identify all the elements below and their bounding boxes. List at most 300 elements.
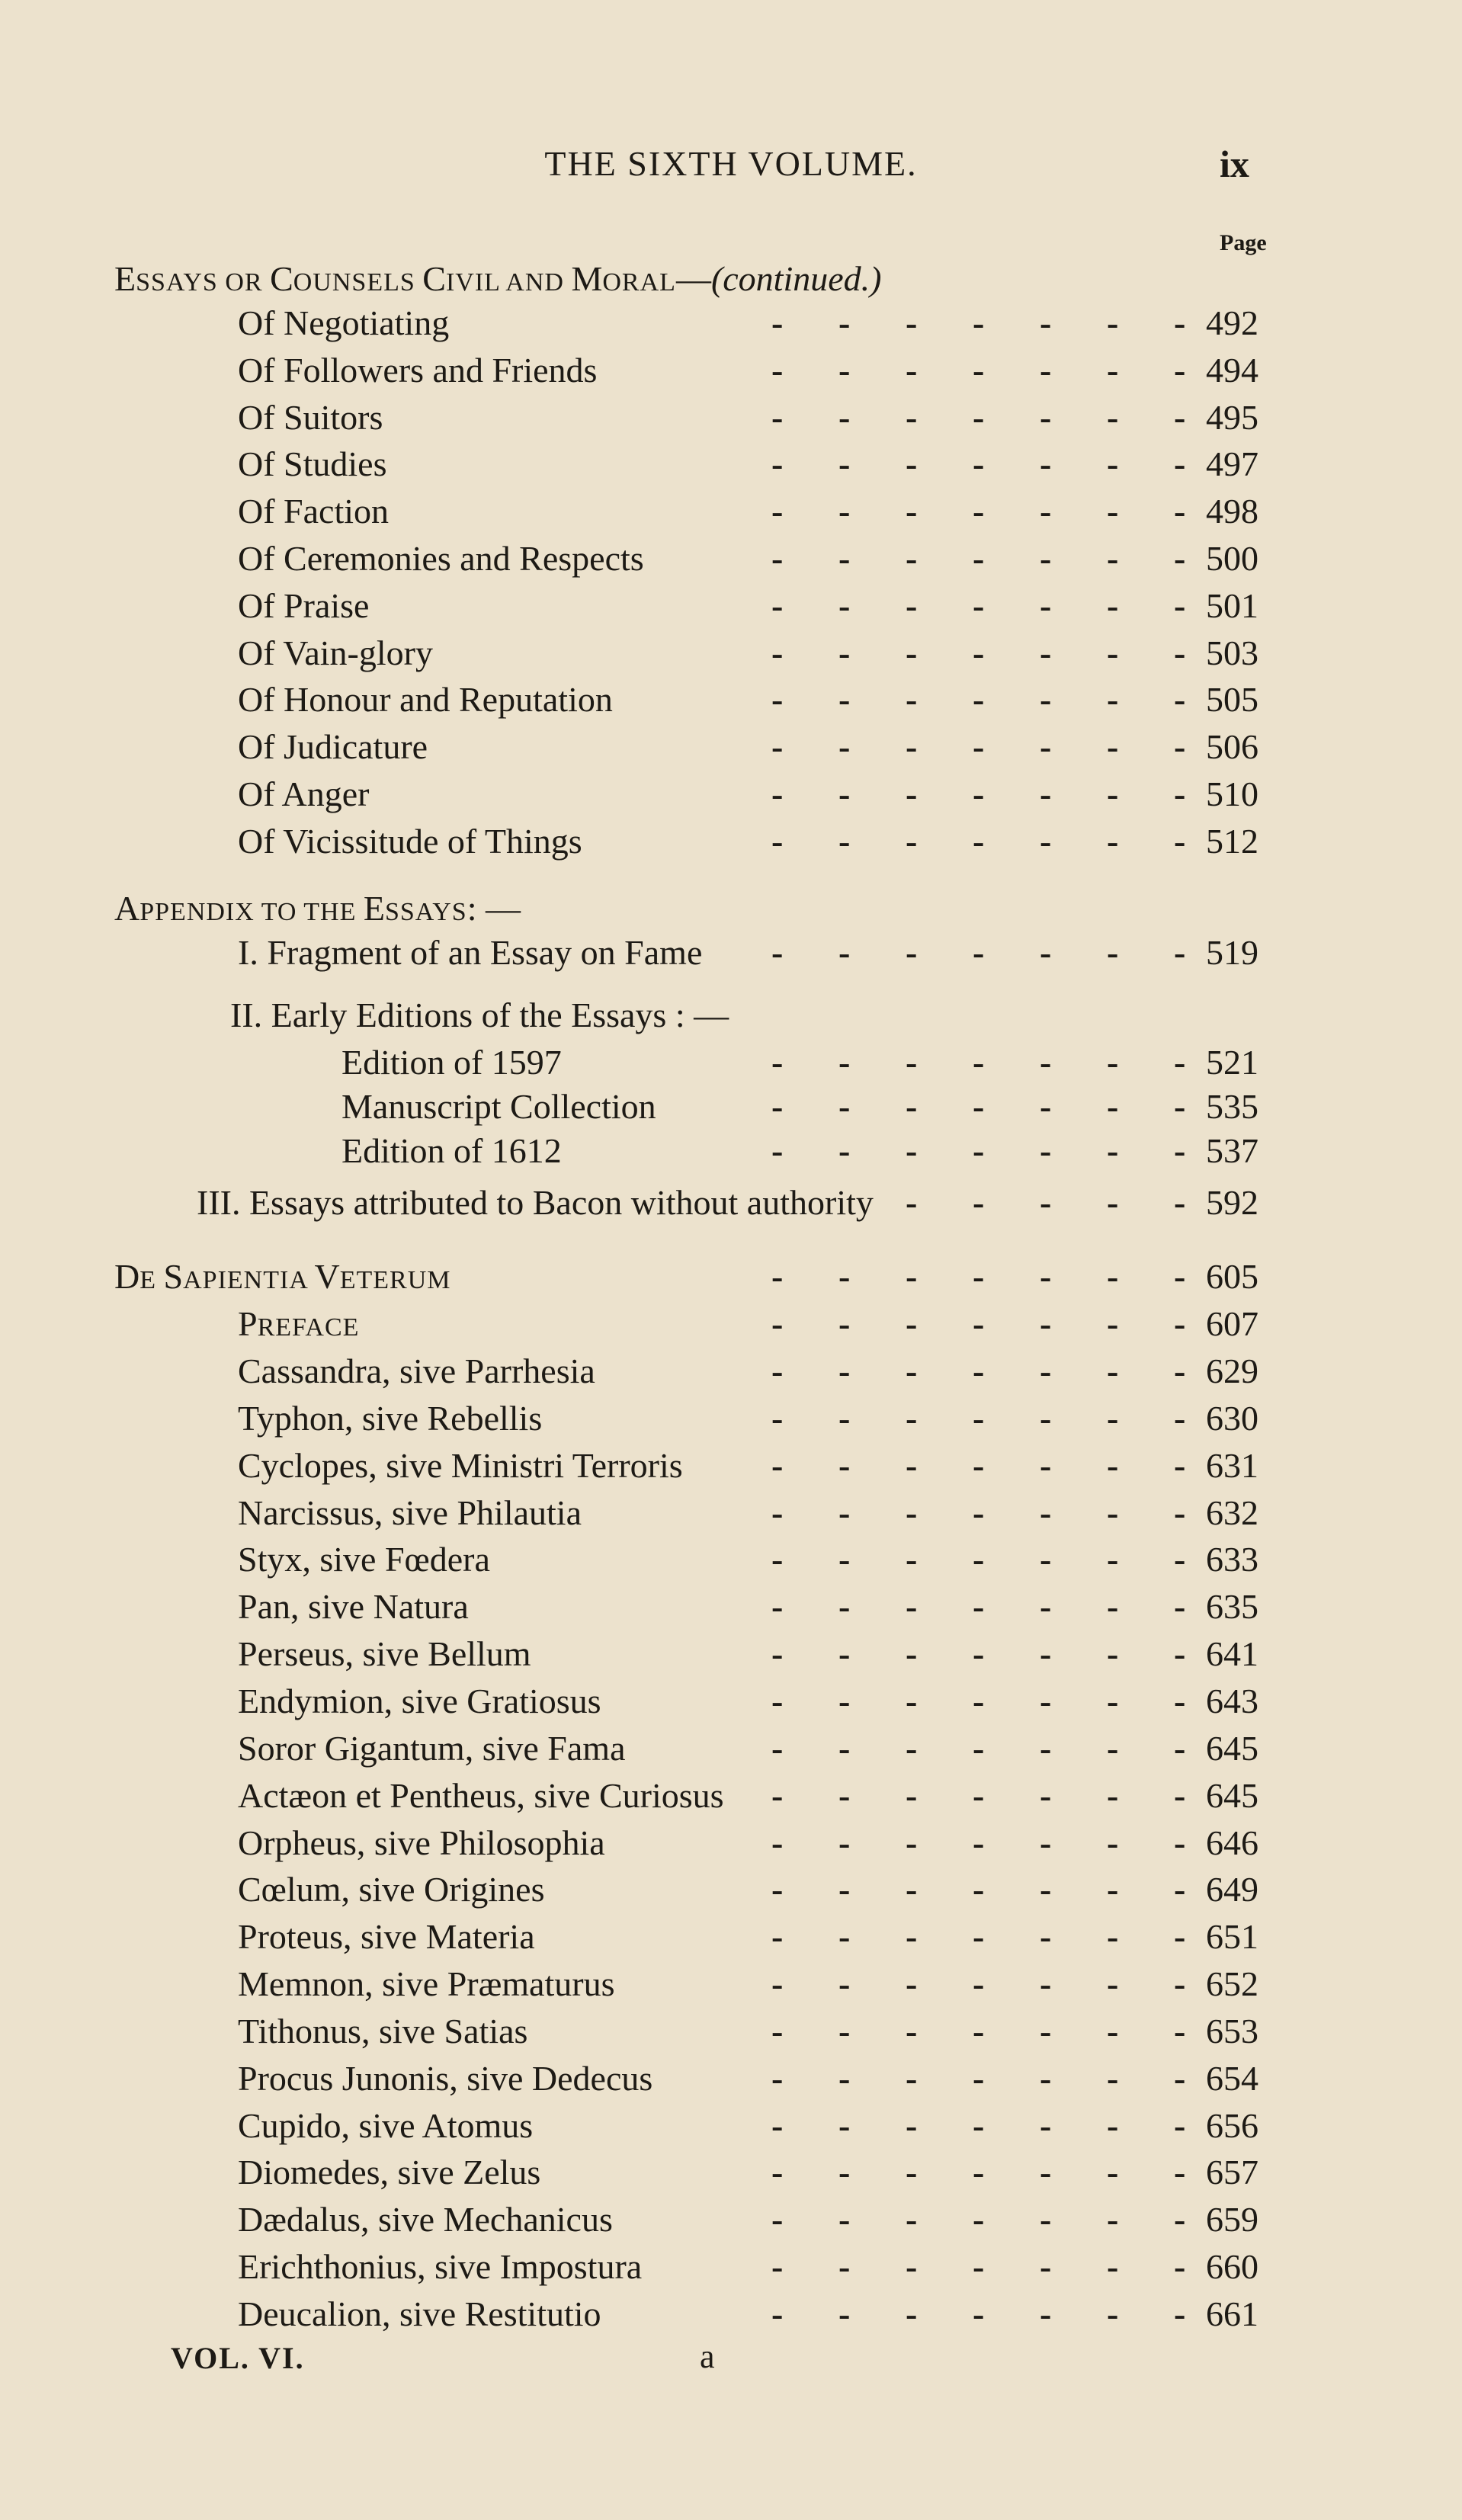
leader-dash: -: [1174, 1492, 1186, 1532]
toc-row: [0, 348, 1462, 393]
leader-dash: -: [838, 2011, 851, 2050]
entry-title: Edition of 1597: [341, 1043, 562, 1082]
page-number: 510: [1206, 774, 1258, 813]
leader-dash: -: [906, 1634, 918, 1674]
leader-dash: -: [1107, 2200, 1119, 2239]
page-number: 659: [1206, 2200, 1258, 2239]
leader-dash: -: [1040, 2058, 1052, 2098]
leader-dash: -: [1174, 1587, 1186, 1627]
leader-dash: -: [973, 1775, 985, 1815]
leader-dash: -: [838, 1964, 851, 2004]
page-number: 501: [1206, 585, 1258, 625]
toc-row: [0, 1490, 1462, 1536]
toc-row: [0, 1914, 1462, 1960]
leader-dash: -: [838, 680, 851, 720]
leader-dash: -: [1040, 1681, 1052, 1720]
leader-dash: -: [1107, 2058, 1119, 2098]
leader-dash: -: [1040, 774, 1052, 813]
leader-dash: -: [973, 492, 985, 531]
leader-dash: -: [1107, 1183, 1119, 1222]
leader-dash: -: [1107, 680, 1119, 720]
leader-dash: -: [838, 1257, 851, 1296]
toc-row: [0, 583, 1462, 629]
leader-dash: -: [973, 680, 985, 720]
leader-dash: -: [906, 1681, 918, 1720]
leader-dash: -: [771, 2058, 784, 2098]
toc-row: [0, 630, 1462, 676]
leader-dash: -: [906, 1540, 918, 1579]
toc-row: [0, 395, 1462, 441]
leader-dash: -: [973, 2200, 985, 2239]
page-number: 495: [1206, 397, 1258, 437]
page-number: 633: [1206, 1540, 1258, 1579]
leader-dash: -: [973, 444, 985, 484]
leader-dash: -: [771, 2153, 784, 2192]
entry-title: Of Praise: [238, 585, 370, 625]
leader-dash: -: [906, 539, 918, 578]
leader-dash: -: [1174, 350, 1186, 390]
leader-dash: -: [973, 350, 985, 390]
toc-row: [0, 1631, 1462, 1677]
leader-dash: -: [771, 303, 784, 342]
leader-dash: -: [1107, 1492, 1119, 1532]
toc-row-de-sapientia: [0, 1254, 1462, 1300]
leader-dash: -: [906, 1917, 918, 1957]
entry-title: Deucalion, sive Restitutio: [238, 2294, 601, 2333]
leader-dash: -: [973, 2011, 985, 2050]
page-number: 537: [1206, 1131, 1258, 1170]
entry-title: Soror Gigantum, sive Fama: [238, 1728, 626, 1768]
page-column-label: Page: [1220, 230, 1267, 255]
leader-dash: -: [973, 633, 985, 672]
toc-row: [0, 1396, 1462, 1441]
leader-dash: -: [1040, 585, 1052, 625]
leader-dash: -: [1107, 1304, 1119, 1343]
leader-dash: -: [771, 1823, 784, 1862]
leader-dash: -: [973, 1183, 985, 1222]
leader-dash: -: [1107, 1587, 1119, 1627]
leader-dash: -: [973, 1634, 985, 1674]
leader-dash: -: [1174, 1043, 1186, 1082]
leader-dash: -: [838, 1540, 851, 1579]
leader-dash: -: [973, 774, 985, 813]
toc-row: [0, 2197, 1462, 2243]
leader-dash: -: [1174, 1681, 1186, 1720]
page-number: 498: [1206, 492, 1258, 531]
leader-dash: -: [1107, 2105, 1119, 2145]
entry-title: Manuscript Collection: [341, 1087, 656, 1126]
leader-dash: -: [1040, 1043, 1052, 1082]
leader-dash: -: [771, 585, 784, 625]
leader-dash: -: [771, 397, 784, 437]
leader-dash: -: [771, 727, 784, 767]
leader-dash: -: [838, 821, 851, 861]
leader-dash: -: [906, 397, 918, 437]
page-number: 635: [1206, 1587, 1258, 1627]
leader-dash: -: [838, 1870, 851, 1909]
leader-dash: -: [771, 1681, 784, 1720]
leader-dash: -: [771, 633, 784, 672]
entry-title: Dædalus, sive Mechanicus: [238, 2200, 613, 2239]
leader-dash: -: [1174, 1131, 1186, 1170]
leader-dash: -: [771, 2200, 784, 2239]
leader-dash: -: [1107, 774, 1119, 813]
leader-dash: -: [973, 1131, 985, 1170]
page-number: 607: [1206, 1304, 1258, 1343]
entry-title: Of Ceremonies and Respects: [238, 539, 644, 578]
entry-title: Of Followers and Friends: [238, 350, 598, 390]
leader-dash: -: [906, 1183, 918, 1222]
toc-row: [0, 1961, 1462, 2007]
leader-dash: -: [838, 1681, 851, 1720]
leader-dash: -: [973, 1870, 985, 1909]
leader-dash: -: [838, 2200, 851, 2239]
toc-row: [0, 300, 1462, 346]
leader-dash: -: [838, 1728, 851, 1768]
toc-row: [0, 1443, 1462, 1489]
page-number: 521: [1206, 1043, 1258, 1082]
leader-dash: -: [906, 492, 918, 531]
leader-dash: -: [838, 633, 851, 672]
leader-dash: -: [771, 1131, 784, 1170]
leader-dash: -: [838, 2105, 851, 2145]
entry-title: Narcissus, sive Philautia: [238, 1492, 582, 1532]
leader-dash: -: [838, 2294, 851, 2333]
leader-dash: -: [973, 2058, 985, 2098]
page-number: 505: [1206, 680, 1258, 720]
leader-dash: -: [1040, 821, 1052, 861]
leader-dash: -: [838, 1823, 851, 1862]
entry-title: Of Judicature: [238, 727, 428, 767]
entry-title: Of Honour and Reputation: [238, 680, 613, 720]
leader-dash: -: [838, 1917, 851, 1957]
leader-dash: -: [1040, 2247, 1052, 2287]
leader-dash: -: [973, 1351, 985, 1390]
entry-title: Of Anger: [238, 774, 370, 813]
leader-dash: -: [1107, 1775, 1119, 1815]
leader-dash: -: [906, 350, 918, 390]
leader-dash: -: [906, 1775, 918, 1815]
leader-dash: -: [906, 2058, 918, 2098]
leader-dash: -: [1107, 1728, 1119, 1768]
page-number: 497: [1206, 444, 1258, 484]
entry-title: Of Negotiating: [238, 303, 450, 342]
page-number: 657: [1206, 2153, 1258, 2192]
leader-dash: -: [1107, 1823, 1119, 1862]
leader-dash: -: [1040, 1728, 1052, 1768]
leader-dash: -: [906, 1351, 918, 1390]
leader-dash: -: [771, 1587, 784, 1627]
leader-dash: -: [1174, 585, 1186, 625]
leader-dash: -: [906, 585, 918, 625]
leader-dash: -: [838, 1043, 851, 1082]
leader-dash: -: [906, 2294, 918, 2333]
leader-dash: -: [906, 1445, 918, 1485]
leader-dash: -: [1174, 397, 1186, 437]
entry-title: Cyclopes, sive Ministri Terroris: [238, 1445, 683, 1485]
page-number: 631: [1206, 1445, 1258, 1485]
leader-dash: -: [1107, 933, 1119, 972]
leader-dash: -: [906, 2200, 918, 2239]
leader-dash: -: [1174, 2105, 1186, 2145]
leader-dash: -: [771, 350, 784, 390]
leader-dash: -: [1107, 2153, 1119, 2192]
leader-dash: -: [771, 2294, 784, 2333]
leader-dash: -: [1040, 1257, 1052, 1296]
leader-dash: -: [771, 444, 784, 484]
page-number: 512: [1206, 821, 1258, 861]
leader-dash: -: [1174, 1183, 1186, 1222]
leader-dash: -: [838, 1587, 851, 1627]
leader-dash: -: [906, 2105, 918, 2145]
toc-row: [0, 2103, 1462, 2149]
toc-row: [0, 1820, 1462, 1866]
leader-dash: -: [1174, 303, 1186, 342]
leader-dash: -: [771, 2247, 784, 2287]
entry-title: III. Essays attributed to Bacon without authority: [197, 1183, 874, 1222]
leader-dash: -: [1174, 1304, 1186, 1343]
leader-dash: -: [1040, 1917, 1052, 1957]
leader-dash: -: [973, 1257, 985, 1296]
leader-dash: -: [973, 1964, 985, 2004]
leader-dash: -: [1174, 774, 1186, 813]
toc-row: [0, 677, 1462, 723]
leader-dash: -: [1107, 1964, 1119, 2004]
page-number: 629: [1206, 1351, 1258, 1390]
page-number: 660: [1206, 2247, 1258, 2287]
page-number: 651: [1206, 1917, 1258, 1957]
page-number: 643: [1206, 1681, 1258, 1720]
toc-row: [0, 771, 1462, 817]
leader-dash: -: [1040, 1823, 1052, 1862]
leader-dash: -: [1040, 1398, 1052, 1438]
leader-dash: -: [1174, 1775, 1186, 1815]
entry-title: Perseus, sive Bellum: [238, 1634, 531, 1674]
leader-dash: -: [1107, 821, 1119, 861]
entry-title: Endymion, sive Gratiosus: [238, 1681, 601, 1720]
leader-dash: -: [1040, 2200, 1052, 2239]
leader-dash: -: [1040, 397, 1052, 437]
entry-title: Of Vain-glory: [238, 633, 433, 672]
leader-dash: -: [838, 1775, 851, 1815]
toc-row: [0, 1867, 1462, 1912]
leader-dash: -: [771, 539, 784, 578]
leader-dash: -: [973, 727, 985, 767]
leader-dash: -: [1107, 1131, 1119, 1170]
leader-dash: -: [771, 1728, 784, 1768]
leader-dash: -: [838, 933, 851, 972]
leader-dash: -: [838, 2247, 851, 2287]
leader-dash: -: [1107, 1351, 1119, 1390]
entry-title: Cœlum, sive Origines: [238, 1870, 545, 1909]
entry-title: Cupido, sive Atomus: [238, 2105, 534, 2145]
toc-row: [0, 2291, 1462, 2337]
leader-dash: -: [1107, 539, 1119, 578]
leader-dash: -: [906, 2011, 918, 2050]
leader-dash: -: [771, 1634, 784, 1674]
page-number: 654: [1206, 2058, 1258, 2098]
leader-dash: -: [1174, 1964, 1186, 2004]
entry-title: Diomedes, sive Zelus: [238, 2153, 541, 2192]
leader-dash: -: [771, 1087, 784, 1126]
toc-row: [0, 2244, 1462, 2290]
leader-dash: -: [1174, 933, 1186, 972]
running-title: THE SIXTH VOLUME.: [544, 144, 918, 183]
leader-dash: -: [906, 1823, 918, 1862]
leader-dash: -: [1174, 633, 1186, 672]
leader-dash: -: [973, 1540, 985, 1579]
page-number: 630: [1206, 1398, 1258, 1438]
leader-dash: -: [1040, 1492, 1052, 1532]
leader-dash: -: [1174, 2200, 1186, 2239]
page-number: 641: [1206, 1634, 1258, 1674]
toc-row: [0, 930, 1462, 976]
leader-dash: -: [906, 1398, 918, 1438]
leader-dash: -: [1174, 2294, 1186, 2333]
leader-dash: -: [1174, 1917, 1186, 1957]
toc-row: [0, 1128, 1462, 1174]
leader-dash: -: [771, 1964, 784, 2004]
toc-row: [0, 992, 1462, 1038]
leader-dash: -: [771, 680, 784, 720]
leader-dash: -: [1107, 585, 1119, 625]
leader-dash: -: [1174, 2153, 1186, 2192]
leader-dash: -: [1174, 1257, 1186, 1296]
leader-dash: -: [1174, 2058, 1186, 2098]
leader-dash: -: [1174, 539, 1186, 578]
entry-title: DE SAPIENTIA VETERUM: [114, 1257, 451, 1296]
entry-title: Of Faction: [238, 492, 390, 531]
toc-row: [0, 1678, 1462, 1724]
leader-dash: -: [771, 1775, 784, 1815]
leader-dash: -: [771, 1445, 784, 1485]
entry-title: Edition of 1612: [341, 1131, 562, 1170]
leader-dash: -: [1107, 1681, 1119, 1720]
page-number: 646: [1206, 1823, 1258, 1862]
leader-dash: -: [1040, 1445, 1052, 1485]
leader-dash: -: [973, 1587, 985, 1627]
leader-dash: -: [838, 1634, 851, 1674]
leader-dash: -: [906, 633, 918, 672]
leader-dash: -: [1040, 303, 1052, 342]
entry-title: Styx, sive Fœdera: [238, 1540, 490, 1579]
leader-dash: -: [1107, 2294, 1119, 2333]
leader-dash: -: [771, 1492, 784, 1532]
toc-row: [0, 536, 1462, 582]
toc-row: [0, 1084, 1462, 1130]
leader-dash: -: [973, 1728, 985, 1768]
leader-dash: -: [1107, 633, 1119, 672]
entry-title: Pan, sive Natura: [238, 1587, 469, 1627]
leader-dash: -: [906, 2153, 918, 2192]
leader-dash: -: [1174, 492, 1186, 531]
leader-dash: -: [906, 680, 918, 720]
leader-dash: -: [838, 492, 851, 531]
leader-dash: -: [771, 1351, 784, 1390]
leader-dash: -: [1040, 1634, 1052, 1674]
page-number: 519: [1206, 933, 1258, 972]
leader-dash: -: [1040, 2105, 1052, 2145]
page-number: 605: [1206, 1257, 1258, 1296]
leader-dash: -: [1040, 1870, 1052, 1909]
leader-dash: -: [1040, 2153, 1052, 2192]
leader-dash: -: [1107, 727, 1119, 767]
entry-title: Of Vicissitude of Things: [238, 821, 582, 861]
leader-dash: -: [1174, 1728, 1186, 1768]
leader-dash: -: [1040, 1183, 1052, 1222]
leader-dash: -: [1040, 933, 1052, 972]
leader-dash: -: [1107, 1870, 1119, 1909]
leader-dash: -: [1040, 492, 1052, 531]
page-number: 645: [1206, 1775, 1258, 1815]
section-heading-essays: ESSAYS OR COUNSELS CIVIL AND MORAL—(continued.): [114, 259, 882, 298]
leader-dash: -: [838, 1351, 851, 1390]
leader-dash: -: [906, 1964, 918, 2004]
toc-row: [0, 819, 1462, 864]
leader-dash: -: [1040, 680, 1052, 720]
leader-dash: -: [1040, 2294, 1052, 2333]
leader-dash: -: [906, 1087, 918, 1126]
page-number: 649: [1206, 1870, 1258, 1909]
leader-dash: -: [1174, 1087, 1186, 1126]
leader-dash: -: [906, 1131, 918, 1170]
leader-dash: -: [771, 2105, 784, 2145]
leader-dash: -: [973, 1043, 985, 1082]
leader-dash: -: [1040, 1351, 1052, 1390]
leader-dash: -: [1107, 1540, 1119, 1579]
leader-dash: -: [838, 1131, 851, 1170]
entry-title: II. Early Editions of the Essays : —: [230, 995, 729, 1034]
leader-dash: -: [838, 2058, 851, 2098]
leader-dash: -: [906, 727, 918, 767]
entry-title: Tithonus, sive Satias: [238, 2011, 528, 2050]
leader-dash: -: [973, 1398, 985, 1438]
leader-dash: -: [1040, 1587, 1052, 1627]
leader-dash: -: [973, 1445, 985, 1485]
leader-dash: -: [1174, 727, 1186, 767]
toc-row: [0, 2009, 1462, 2054]
leader-dash: -: [1040, 539, 1052, 578]
leader-dash: -: [1040, 2011, 1052, 2050]
leader-dash: -: [973, 585, 985, 625]
leader-dash: -: [973, 397, 985, 437]
leader-dash: -: [973, 1304, 985, 1343]
leader-dash: -: [838, 1304, 851, 1343]
leader-dash: -: [906, 2247, 918, 2287]
leader-dash: -: [1174, 1398, 1186, 1438]
leader-dash: -: [771, 1870, 784, 1909]
toc-row: [0, 1348, 1462, 1394]
page-number: 661: [1206, 2294, 1258, 2333]
leader-dash: -: [906, 774, 918, 813]
leader-dash: -: [973, 1917, 985, 1957]
toc-row: [0, 441, 1462, 487]
leader-dash: -: [771, 492, 784, 531]
page-number: 503: [1206, 633, 1258, 672]
leader-dash: -: [771, 933, 784, 972]
leader-dash: -: [1107, 1398, 1119, 1438]
page-number: 645: [1206, 1728, 1258, 1768]
page-number: 494: [1206, 350, 1258, 390]
page-number: 632: [1206, 1492, 1258, 1532]
leader-dash: -: [1107, 1043, 1119, 1082]
toc-row: [0, 2150, 1462, 2195]
leader-dash: -: [771, 1540, 784, 1579]
entry-title: Cassandra, sive Parrhesia: [238, 1351, 595, 1390]
footer-signature: a: [700, 2338, 715, 2375]
leader-dash: -: [1040, 727, 1052, 767]
leader-dash: -: [1040, 1087, 1052, 1126]
